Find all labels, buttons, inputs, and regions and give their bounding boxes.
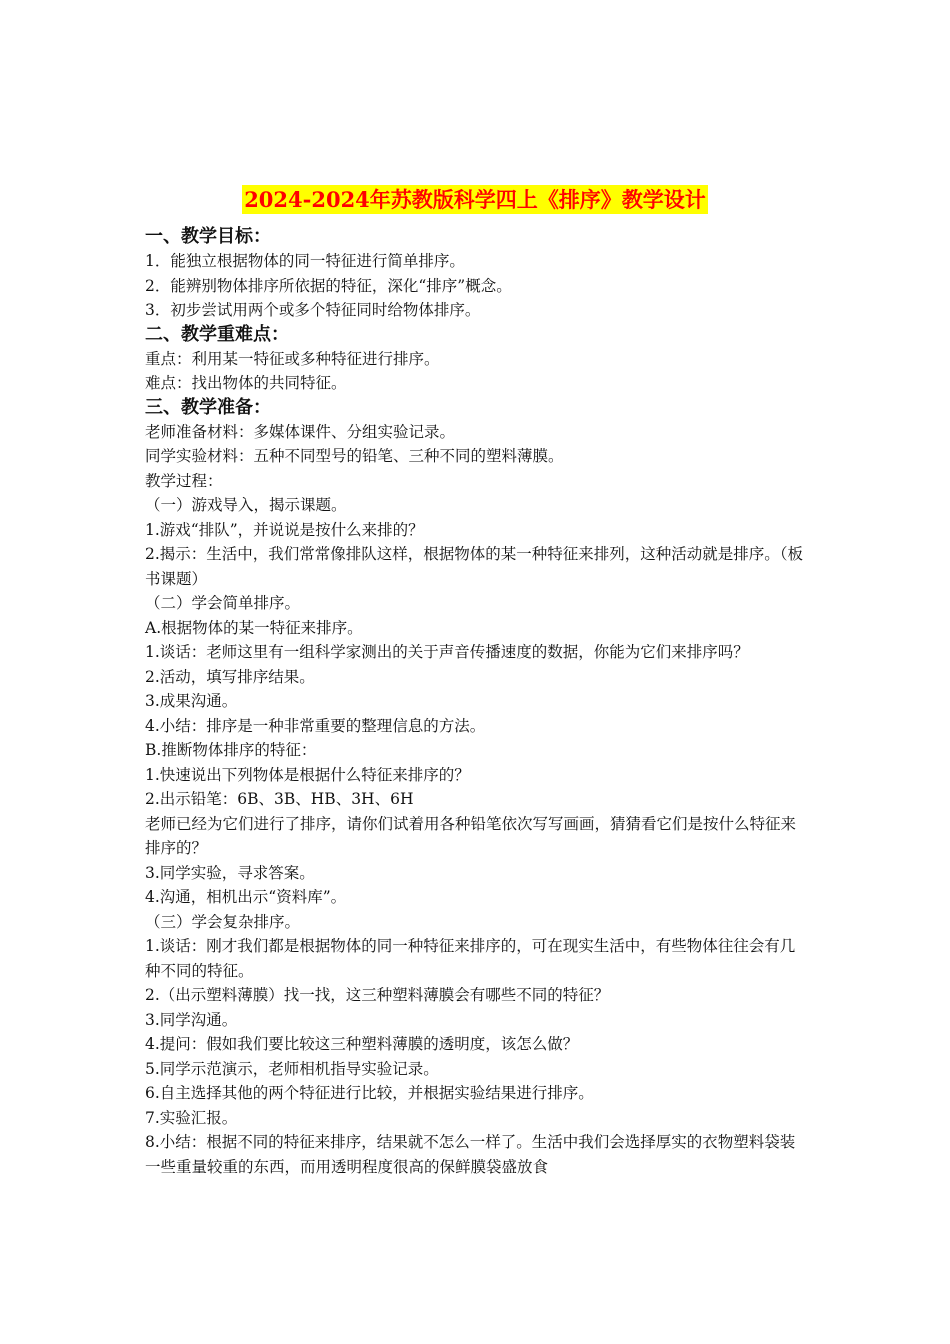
paragraph-line: 4.小结：排序是一种非常重要的整理信息的方法。 [145,716,486,735]
paragraph-line: 6.自主选择其他的两个特征进行比较，并根据实验结果进行排序。 [145,1084,594,1102]
paragraph-line: 2．能辨别物体排序所依据的特征，深化“排序”概念。 [145,276,512,295]
section-heading: 一、教学目标： [145,226,271,247]
title-wrap [0,185,950,214]
document-title: 2024-2024年苏教版科学四上《排序》教学设计 [244,187,706,212]
section-heading: 二、教学重难点： [145,323,289,345]
paragraph-line: 2.揭示：生活中，我们常常像排队这样，根据物体的某一种特征来排列，这种活动就是排序。（板书课题） [145,545,804,588]
paragraph-line: 2.活动，填写排序结果。 [145,667,315,686]
paragraph-line: 7.实验汇报。 [145,1108,238,1127]
paragraph-line: 老师准备材料：多媒体课件、分组实验记录。 [145,422,456,441]
paragraph-line: 1.谈话：刚才我们都是根据物体的同一种特征来排序的，可在现实生活中，有些物体往往会有几种不同的特征。 [145,937,796,980]
paragraph-line: 3．初步尝试用两个或多个特征同时给物体排序。 [145,301,481,319]
paragraph-line: A.根据物体的某一特征来排序。 [145,618,363,637]
section-heading: 三、教学准备： [145,396,271,418]
paragraph-line: 5.同学示范演示，老师相机指导实验记录。 [145,1059,439,1078]
paragraph-line: 教学过程： [145,471,223,490]
paragraph-line: 8.小结：根据不同的特征来排序，结果就不怎么一样了。生活中我们会选择厚实的衣物塑料袋装一些重量较重的东西，而用透明程度很高的保鲜膜袋盛放食 [145,1133,796,1176]
paragraph-line: （二）学会简单排序。 [145,594,301,612]
paragraph-line: 3.同学实验，寻求答案。 [145,863,315,882]
paragraph-line: （三）学会复杂排序。 [145,912,301,931]
paragraph-line: 重点：利用某一特征或多种特征进行排序。 [145,349,440,368]
paragraph-line: 2.（出示塑料薄膜）找一找，这三种塑料薄膜会有哪些不同的特征？ [145,986,610,1004]
paragraph-line: 4.沟通，相机出示“资料库”。 [145,888,347,906]
paragraph-line: 1.谈话：老师这里有一组科学家测出的关于声音传播速度的数据，你能为它们来排序吗？ [145,643,749,661]
paragraph-line: 难点：找出物体的共同特征。 [145,374,347,392]
paragraph-line: （一）游戏导入，揭示课题。 [145,496,347,514]
document-body [145,225,810,1179]
paragraph-line: 1．能独立根据物体的同一特征进行简单排序。 [145,252,465,270]
paragraph-line: 1.快速说出下列物体是根据什么特征来排序的？ [145,765,470,784]
paragraph-line: 2.出示铅笔：6B、3B、HB、3H、6H [145,790,414,808]
paragraph-line: B.推断物体排序的特征： [145,741,317,759]
paragraph-line: 4.提问：假如我们要比较这三种塑料薄膜的透明度，该怎么做？ [145,1035,579,1053]
paragraph-line: 3.成果沟通。 [145,692,238,710]
paragraph-line: 同学实验材料：五种不同型号的铅笔、三种不同的塑料薄膜。 [145,447,564,465]
paragraph-line: 老师已经为它们进行了排序，请你们试着用各种铅笔依次写写画画，猜猜看它们是按什么特征来排序的？ [145,814,797,857]
paragraph-line: 1.游戏“排队”，并说说是按什么来排的？ [145,520,424,539]
paragraph-line: 3.同学沟通。 [145,1010,238,1029]
